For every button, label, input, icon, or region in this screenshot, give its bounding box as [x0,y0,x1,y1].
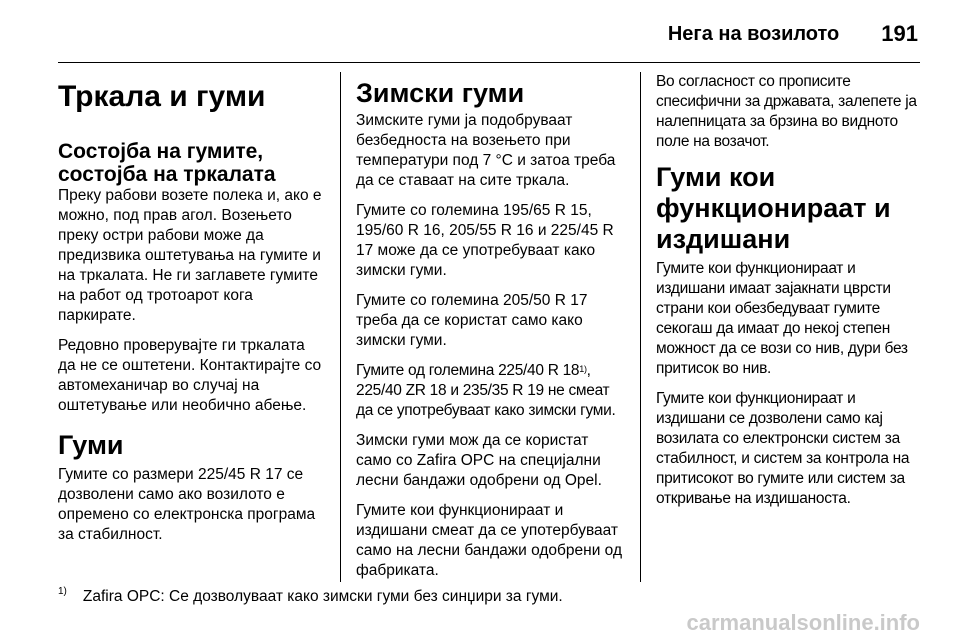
paragraph: Зимските гуми ја подобруваат безбедноста на возењето при температури под 7 °C и затоа треба да се ставаат на сите тркала. [356,112,616,189]
paragraph: Редовно проверувајте ги тркалата да не се оштетени. Контактирајте со автомеханичар во случај на оштетување или необично абење. [58,337,322,414]
paragraph: Гумите со размери 225/45 R 17 се дозволени само ако возилото е опремено со електронска програма за стабилност. [58,466,316,543]
paragraph: Гумите кои функционираат и издишани се дозволени само кај возилата со електронски систем за стабилност, и систем за контрола на притисокот во гумите или систем за откривање на издишаноста. [656,390,910,507]
footnote-text: Zafira OPC: Се дозволуваат како зимски гуми без синџири за гуми. [82,588,563,605]
paragraph: Во согласност со прописите спесифични за државата, залепете ја налепницата за брзина во видното поле на возачот. [656,73,917,150]
footnote [58,588,563,606]
paragraph: Гумите со големина 205/50 R 17 треба да се користат само како зимски гуми. [356,292,588,349]
section-title: Нега на возилото [667,22,840,45]
heading-run-flat-tires: Гуми кои функционираат и издишани [656,162,891,254]
paragraph: Гумите кои функционираат и издишани смеат да се употербуваат само на лесни бандажи одобрени од фабриката. [356,502,622,579]
column-1 [58,72,324,555]
paragraph: Гумите кои функционираат и издишани имаат зајакнати цврсти страни кои обезбедуваат гумите секогаш да имаат до некој степен можност да се вози со нив, дури без притисок во нив. [656,260,908,377]
footnote-mark: 1) [58,586,67,597]
paragraph: Гумите со големина 195/65 R 15, 195/60 R 16, 205/55 R 16 и 225/45 R 17 може да се употребуваат како зимски гуми. [356,202,614,279]
page-header [0,14,918,54]
paragraph-text: , 225/40 ZR 18 и 235/35 R 19 не смеат да се употребуваат како зимски гуми. [356,362,616,419]
paragraph: Преку рабови возете полека и, ако е можно, под прав агол. Возењето преку остри рабови може да предизвика оштетувања на гумите и на тркалата. Не ги заглавете гумите на работ од тротоарот кога паркирате. [58,187,322,324]
heading-winter-tires: Зимски гуми [356,78,525,108]
page-title: Тркала и гуми [58,80,266,113]
column-divider [640,72,641,582]
page-number: 191 [881,21,918,46]
subheading-tire-condition: Состојба на гумите, состојба на тркалата [58,140,276,186]
watermark: carmanualsonline.info [686,610,920,635]
subheading-tires: Гуми [58,430,124,460]
column-3 [656,72,924,519]
paragraph-text: Гумите од големина 225/40 R 18 [356,362,580,379]
header-rule [58,62,920,63]
column-divider [340,72,341,582]
paragraph [356,361,626,421]
footnote-ref: 1) [579,364,587,374]
paragraph: Зимски гуми мож да се користат само со Zafira OPC на специјални лесни бандажи одобрени од Opel. [356,432,602,489]
column-2 [356,72,626,591]
